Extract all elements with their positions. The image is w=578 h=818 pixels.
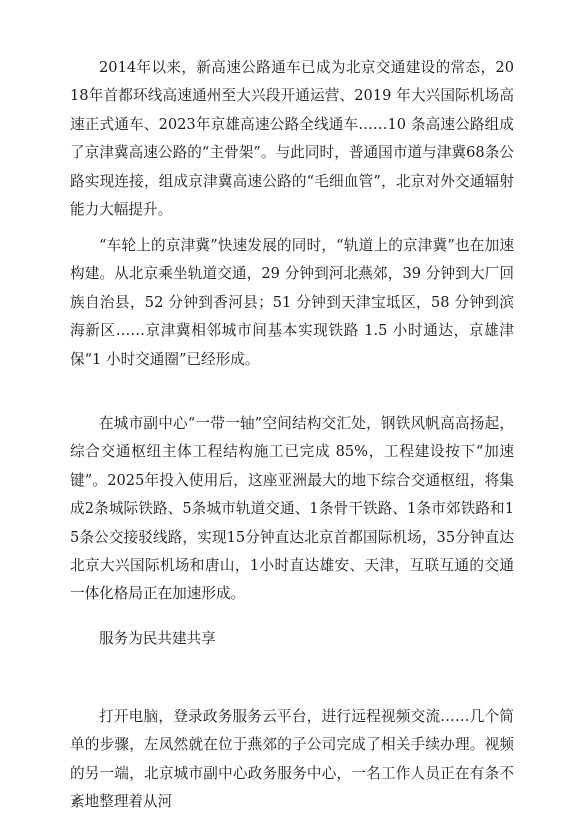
paragraph-government-service: 打开电脑，登录政务服务云平台，进行远程视频交流……几个简单的步骤，左凤然就在位于燕郊的子公司完成了相关手续办理。视频的另一端，北京城市副中心政务服务中心，一名工作人员正在有条不紊地整理着从河: [70, 708, 514, 811]
paragraph-transport-hub: 在城市副中心“一带一轴”空间结构交汇处，钢铁风帆高高扬起，综合交通枢纽主体工程结构施工已完成 85%，工程建设按下“加速键”。2025年投入使用后，这座亚洲最大的地下综合交通枢纽，将集成2条城际铁路、5条城市轨道交通、1条骨干铁路、1条市郊铁路和15条公交接驳线路，实现15分钟直达北京首都国际机场，35分钟直达北京大兴国际机场和唐山，1小时直达雄安、天津，互联互通的交通一体化格局正在加速形成。: [70, 415, 514, 603]
section-heading: 服务为民共建共享: [99, 630, 216, 647]
paragraph-rail-transit: “车轮上的京津冀”快速发展的同时，“轨道上的京津冀”也在加速构建。从北京乘坐轨道交通，29 分钟到河北燕郊，39 分钟到大厂回族自治县，52 分钟到香河县；51 分钟到天津宝坻区，58 分钟到滨海新区……京津冀相邻城市间基本实现铁路 1.5 小时通达，京雄津保“1 小时交通圈”已经形成。: [70, 237, 514, 368]
paragraph-expressway: 2014年以来，新高速公路通车已成为北京交通建设的常态，2018年首都环线高速通州至大兴段开通运营、2019 年大兴国际机场高速正式通车、2023年京雄高速公路全线通车……10 条高速公路组成了京津冀高速公路的“主骨架”。与此同时，普通国市道与津冀68条公路实现连接，组成京津冀高速公路的“毛细血管”，北京对外交通辐射能力大幅提升。: [70, 59, 514, 219]
